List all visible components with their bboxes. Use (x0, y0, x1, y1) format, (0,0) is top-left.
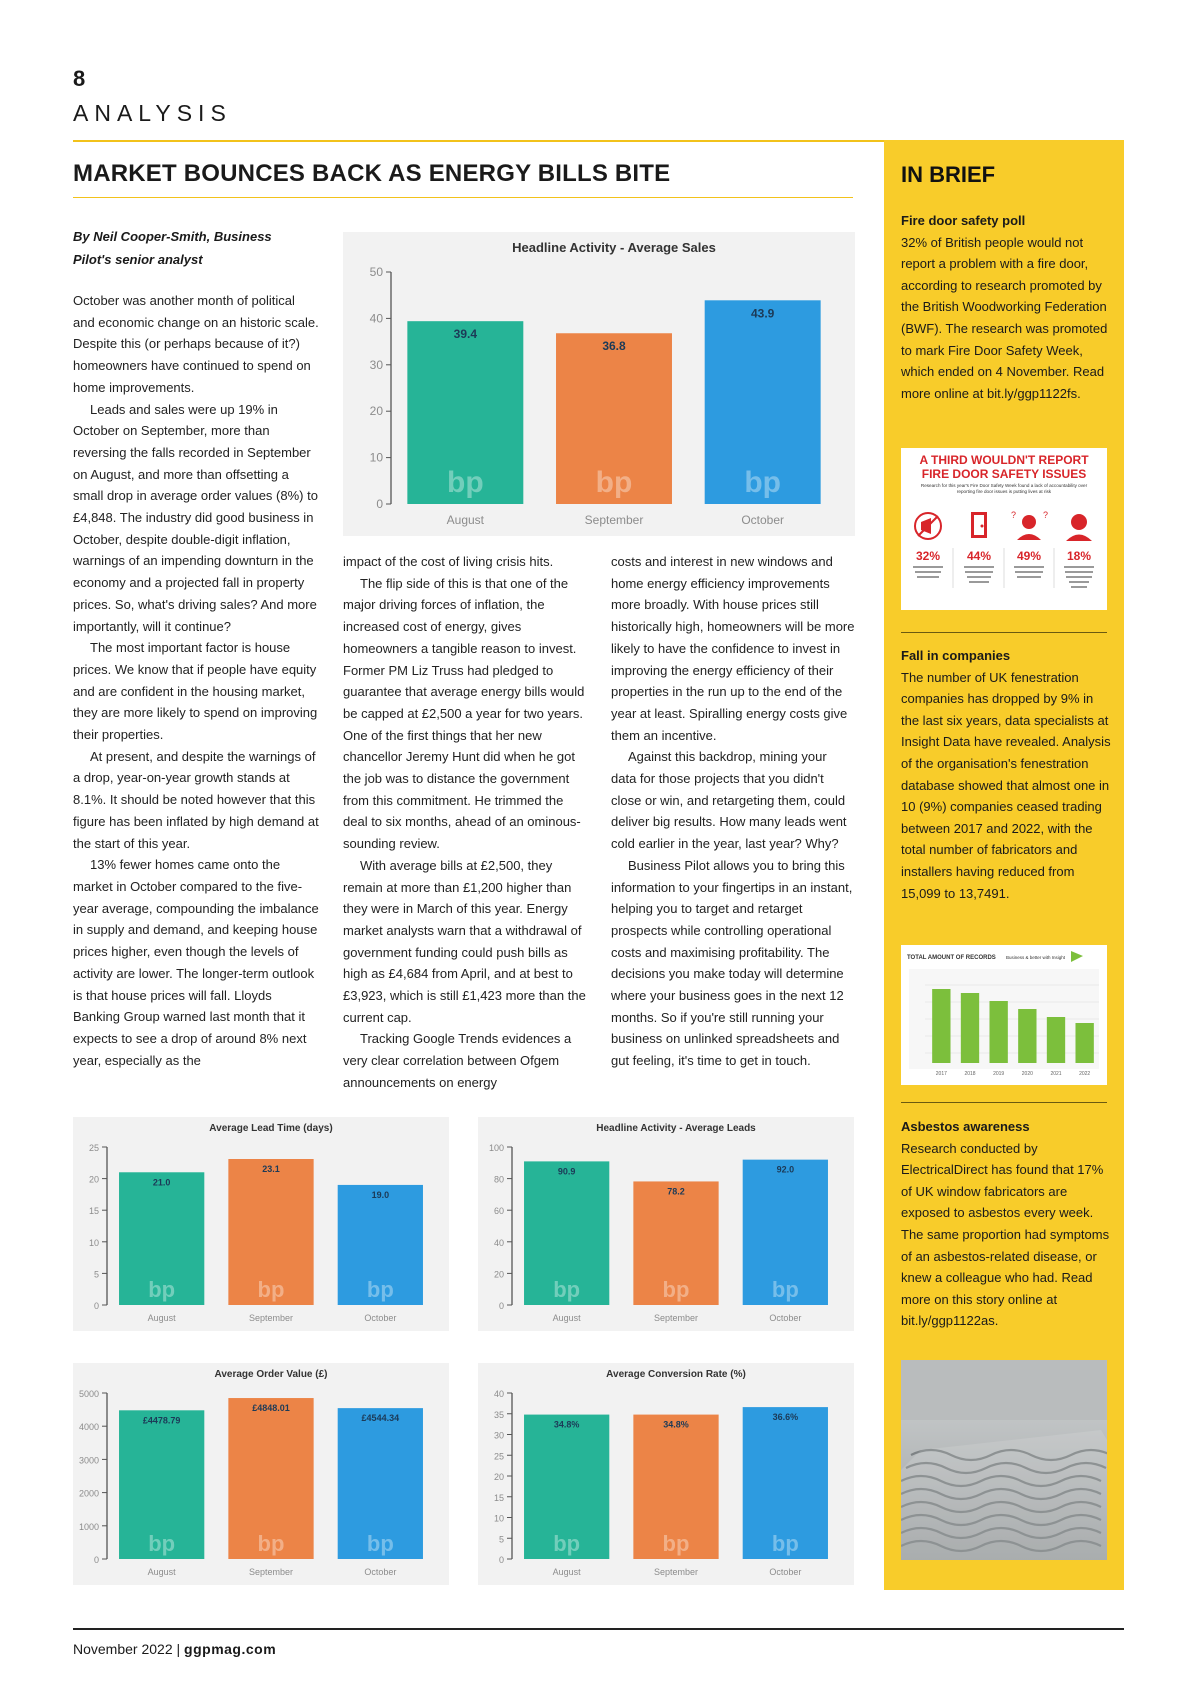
y-tick-label: 0 (376, 497, 383, 511)
bp-watermark: bp (553, 1531, 581, 1556)
y-tick-label: 20 (369, 404, 383, 419)
paragraph: impact of the cost of living crisis hits. (343, 554, 554, 569)
chart-average-conversion-rate (478, 1363, 854, 1585)
paragraph: 13% fewer homes came onto the market in October compared to the five-year average, compounding the imbalance in supply and demand, and keeping house prices higher, even though the levels of activity are lower. The longer-term outlook is that house prices will fall. Lloyds Banking Group warned last month that it expects to see a drop of around 8% next year, especially as the (73, 857, 319, 1068)
bp-watermark: bp (148, 1531, 176, 1556)
y-tick-label: 10 (493, 1513, 504, 1524)
records-year-label: 2017 (935, 1071, 947, 1077)
y-tick-label: 20 (493, 1269, 504, 1280)
paragraph: The flip side of this is that one of the major driving forces of inflation, the increased cost of energy, gives homeowners a tangible reason to invest. Former PM Liz Truss had pledged to guarantee that average energy bills would be capped at £2,500 a year for two years. One of the first things that her new chancellor Jeremy Hunt did when he got the job was to distance the government from this commitment. He trimmed the deal to six months, ahead of an ominous-sounding review. (343, 575, 585, 852)
x-tick-label: September (248, 1567, 294, 1577)
fire-door-infographic-svg (901, 448, 1107, 610)
records-year-label: 2020 (1021, 1071, 1033, 1077)
sidebar-rule (901, 1102, 1107, 1103)
chart-average-sales-svg (343, 232, 855, 536)
stat-value: 44% (966, 549, 992, 563)
x-tick-label: August (552, 1313, 581, 1323)
chart-title: Average Conversion Rate (%) (606, 1369, 746, 1380)
data-label: 78.2 (667, 1186, 685, 1197)
x-tick-label: September (248, 1313, 294, 1323)
records-bar (1075, 1023, 1093, 1063)
y-tick-label: 25 (493, 1451, 504, 1462)
y-tick-label: 5 (498, 1534, 504, 1545)
bp-watermark: bp (257, 1531, 285, 1556)
x-tick-label: October (741, 513, 785, 527)
section-label: ANALYSIS (73, 100, 232, 126)
bp-watermark: bp (662, 1531, 690, 1556)
data-label: £4544.34 (361, 1413, 400, 1424)
top-rule (73, 140, 885, 142)
bp-watermark: bp (662, 1277, 690, 1302)
article-column-2 (343, 551, 587, 1094)
brief-body: The number of UK fenestration companies has dropped by 9% in the last six years, data specialists at Insight Data have revealed. Analysis of the organisation's fenestration database showed that almost one in 10 (9%) companies ceased trading between 2017 and 2022, with the total number of fabricators and installers having reduced from 15,099 to 13,7491. (901, 669, 1111, 901)
y-tick-label: 40 (369, 311, 383, 326)
paragraph: At present, and despite the warnings of a drop, year-on-year growth stands at 8.1%. It should be noted however that this figure has been inflated by high demand at the start of this year. (73, 748, 319, 851)
records-year-label: 2018 (964, 1071, 976, 1077)
chart-average-leads (478, 1117, 854, 1331)
paragraph: With average bills at £2,500, they remain at more than £1,200 higher than they were in March of this year. Energy market analysts warn that a withdrawal of government funding could push bills as high as £4,684 from April, and at best to £3,923, which is still £1,423 more than the current cap. (343, 857, 586, 1025)
chart-title: Headline Activity - Average Leads (596, 1123, 756, 1134)
footer-rule (73, 1628, 1124, 1630)
records-bar (932, 989, 950, 1063)
y-tick-label: 50 (369, 265, 383, 279)
y-tick-label: 40 (493, 1237, 504, 1248)
asbestos-sheets-photo (901, 1360, 1107, 1560)
paragraph: Leads and sales were up 19% in October on September, more than reversing the falls recorded in September on August, and more than offsetting a small drop in average order values (8%) to £4,848. The industry did good business in October, despite double-digit inflation, warnings of an impending downturn in the economy and a projected fall in property prices. So, what's driving sales? And more importantly, will it continue? (73, 401, 318, 634)
chart-average-conversion-rate-svg (478, 1363, 854, 1585)
page-number: 8 (73, 66, 86, 91)
bp-watermark: bp (366, 1277, 394, 1302)
stat-value: 32% (915, 549, 941, 563)
headline-rule (73, 197, 853, 198)
chart-title: Average Lead Time (days) (209, 1123, 333, 1134)
infographic-title-line1: A THIRD WOULDN'T REPORT (919, 453, 1089, 467)
data-label: 43.9 (750, 306, 775, 321)
y-tick-label: 25 (88, 1143, 99, 1153)
y-tick-label: 0 (93, 1555, 99, 1565)
y-tick-label: 0 (93, 1301, 99, 1311)
y-tick-label: 1000 (78, 1521, 99, 1532)
y-tick-label: 20 (88, 1174, 99, 1185)
article-column-3 (611, 551, 855, 1072)
article-column-1 (73, 290, 319, 1071)
data-label: 34.8% (553, 1419, 580, 1430)
data-label: £4478.79 (142, 1415, 181, 1426)
y-tick-label: 20 (493, 1472, 504, 1482)
brief-heading: Fire door safety poll (901, 213, 1026, 228)
y-tick-label: 60 (493, 1206, 504, 1217)
records-year-label: 2019 (993, 1071, 1005, 1077)
records-year-label: 2021 (1050, 1071, 1062, 1077)
bp-watermark: bp (771, 1531, 799, 1556)
brief-body: Research conducted by ElectricalDirect has found that 17% of UK window fabricators are exposed to asbestos every week. The same proportion had symptoms of an asbestos-related disease, or knew a colleague who had. Read more on this story online at bit.ly/ggp1122as. (901, 1140, 1110, 1329)
paragraph: Against this backdrop, mining your data for those projects that you didn't close or win, and retargeting them, could deliver big results. How many leads went cold earlier in the year, last year? Why? (611, 749, 847, 852)
fire-door-infographic (901, 448, 1107, 610)
chart-average-lead-time-svg (73, 1117, 449, 1331)
y-tick-label: 5 (93, 1269, 99, 1280)
y-tick-label: 0 (498, 1301, 504, 1311)
records-year-label: 2022 (1079, 1071, 1091, 1077)
records-bar (989, 1001, 1007, 1063)
x-tick-label: September (584, 513, 644, 527)
y-tick-label: 4000 (78, 1422, 99, 1433)
data-label: 92.0 (776, 1164, 795, 1175)
bp-watermark: bp (447, 466, 484, 499)
y-tick-label: 15 (88, 1206, 99, 1217)
y-tick-label: 5000 (78, 1389, 99, 1399)
records-bar (1018, 1009, 1036, 1063)
data-label: 34.8% (663, 1419, 689, 1430)
x-tick-label: August (147, 1567, 176, 1577)
stat-value: 49% (1016, 549, 1042, 563)
x-tick-label: October (364, 1313, 397, 1323)
bp-watermark: bp (257, 1277, 285, 1302)
footer-separator: | (176, 1641, 181, 1657)
bp-watermark: bp (148, 1277, 176, 1302)
data-label: 21.0 (152, 1177, 171, 1188)
bp-watermark: bp (771, 1277, 799, 1302)
x-tick-label: August (446, 513, 485, 527)
stat-value: 18% (1066, 549, 1092, 563)
paragraph: October was another month of political and economic change on an historic scale. Despite this (or perhaps because of it?) homeowners have continued to spend on home improvements. (73, 293, 319, 395)
footer-date: November 2022 (73, 1641, 173, 1657)
footer-site: ggpmag.com (184, 1641, 277, 1657)
brief-asbestos (901, 1116, 1111, 1332)
paragraph: The most important factor is house prices. We know that if people have equity and are confident in the housing market, they are more likely to spend on improving their properties. (73, 640, 318, 743)
x-tick-label: August (147, 1313, 176, 1323)
article-headline: MARKET BOUNCES BACK AS ENERGY BILLS BITE (73, 160, 671, 187)
data-label: 19.0 (371, 1189, 390, 1200)
svg-text:?: ? (1011, 510, 1017, 520)
svg-text:?: ? (1043, 510, 1049, 520)
x-tick-label: August (552, 1567, 581, 1577)
megaphone-icon (915, 513, 941, 539)
worried-person-icon (1066, 514, 1092, 541)
y-tick-label: 35 (493, 1409, 504, 1420)
records-tag: Business & better with Insight (1005, 955, 1065, 960)
infographic-title-line2: FIRE DOOR SAFETY ISSUES (921, 467, 1087, 481)
chart-average-sales (343, 232, 855, 536)
x-tick-label: September (653, 1567, 699, 1577)
bp-watermark: bp (744, 466, 781, 499)
y-tick-label: 40 (493, 1389, 504, 1399)
x-tick-label: September (653, 1313, 699, 1323)
bp-watermark: bp (553, 1277, 581, 1302)
paragraph: Tracking Google Trends evidences a very clear correlation between Ofgem announcements on energy (343, 1031, 572, 1090)
y-tick-label: 30 (493, 1430, 504, 1441)
sidebar-title: IN BRIEF (901, 162, 996, 187)
y-tick-label: 10 (88, 1237, 99, 1248)
data-label: 36.6% (772, 1412, 799, 1423)
y-tick-label: 80 (493, 1174, 504, 1185)
data-label: £4848.01 (252, 1403, 290, 1414)
records-infographic (901, 945, 1107, 1085)
data-label: 90.9 (557, 1166, 576, 1177)
x-tick-label: October (769, 1313, 802, 1323)
y-tick-label: 2000 (78, 1488, 99, 1499)
records-infographic-svg (901, 945, 1107, 1085)
y-tick-label: 30 (369, 357, 383, 372)
brief-fire-door (901, 210, 1111, 404)
chart-average-order-value (73, 1363, 449, 1585)
article-byline: By Neil Cooper-Smith, Business Pilot's senior analyst (73, 229, 272, 267)
x-tick-label: October (769, 1567, 802, 1577)
chart-average-order-value-svg (73, 1363, 449, 1585)
y-tick-label: 0 (498, 1555, 504, 1565)
x-tick-label: October (364, 1567, 397, 1577)
brief-fall-in-companies (901, 645, 1111, 904)
chart-average-lead-time (73, 1117, 449, 1331)
sidebar-rule (901, 632, 1107, 633)
chart-average-leads-svg (478, 1117, 854, 1331)
infographic-subtitle: Research for this year's Fire Door Safety Week found a lack of accountability over reporting fire door issues is putting lives at risk (920, 483, 1088, 494)
insight-logo-icon (1071, 951, 1083, 962)
chart-title: Headline Activity - Average Sales (512, 240, 716, 255)
bp-watermark: bp (366, 1531, 394, 1556)
data-label: 39.4 (453, 327, 478, 342)
confused-person-icon (1011, 510, 1048, 540)
paragraph: costs and interest in new windows and home energy efficiency improvements more broadly. With house prices still historically high, homeowners will be more likely to have the confidence to invest in improving the energy efficiency of their properties in the run up to the end of the year at least. Spiralling energy costs give them an incentive. (611, 554, 855, 743)
in-brief-sidebar (884, 140, 1124, 1590)
data-label: 36.8 (602, 339, 626, 354)
y-tick-label: 100 (488, 1143, 504, 1153)
brief-body: 32% of British people would not report a problem with a fire door, according to research promoted by the British Woodworking Federation (BWF). The research was promoted to mark Fire Door Safety Week, which ended on 4 November. Read more online at bit.ly/ggp1122fs. (901, 234, 1108, 401)
y-tick-label: 15 (493, 1492, 504, 1503)
y-tick-label: 10 (369, 450, 383, 465)
records-bar (1047, 1017, 1065, 1063)
data-label: 23.1 (262, 1164, 280, 1175)
records-title: TOTAL AMOUNT OF RECORDS (907, 955, 996, 961)
paragraph: Business Pilot allows you to bring this information to your fingertips in an instant, helping you to target and retarget prospects while controlling operational costs and maximising profitability. The decisions you make today will determine where your business goes in the next 12 months. So if you're still running your business on unlinked spreadsheets and gut feeling, it's time to get in touch. (611, 857, 853, 1069)
fire-door-icon (971, 512, 987, 538)
y-tick-label: 3000 (78, 1455, 99, 1466)
page-footer (73, 1641, 276, 1657)
asbestos-sheets-image (901, 1360, 1107, 1560)
brief-heading: Asbestos awareness (901, 1119, 1030, 1134)
chart-title: Average Order Value (£) (214, 1369, 328, 1380)
brief-heading: Fall in companies (901, 648, 1011, 663)
records-bar (961, 993, 979, 1063)
bp-watermark: bp (595, 466, 633, 499)
